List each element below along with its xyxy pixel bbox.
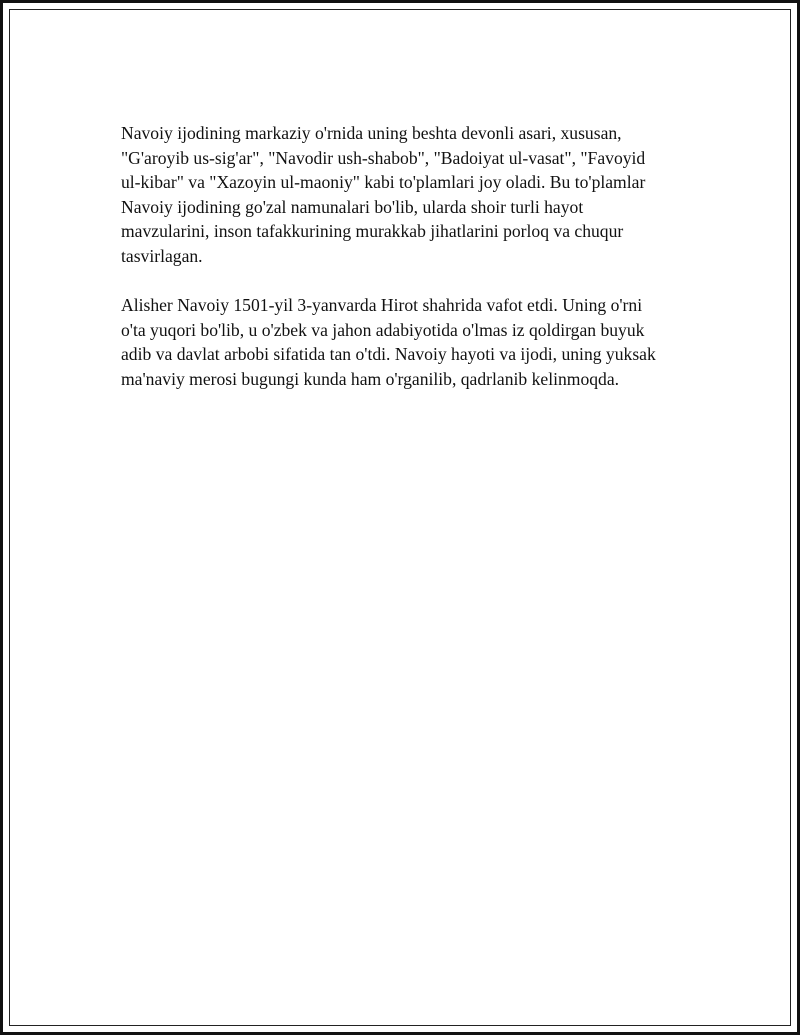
paragraph-navoiy-death: Alisher Navoiy 1501-yil 3-yanvarda Hirot shahrida vafot etdi. Uning o'rni o'ta yuqori bo'lib, u o'zbek va jahon adabiyotida o'lmas iz qoldirgan buyuk adib va davlat arbobi sifatida tan o'tdi. Navoiy hayoti va ijodi, uning yuksak ma'naviy merosi bugungi kunda ham o'rganilib, qadrlanib kelinmoqda. — [121, 295, 656, 389]
paragraph-navoiy-works: Navoiy ijodining markaziy o'rnida uning beshta devonli asari, xususan, "G'aroyib us-sig'ar", "Navodir ush-shabob", "Badoiyat ul-vasat", "Favoyid ul-kibar" va "Xazoyin ul-maoniy" kabi to'plamlari joy oladi. Bu to'plamlar Navoiy ijodining go'zal namunalari bo'lib, ularda shoir turli hayot mavzularini, inson tafakkurining murakkab jihatlarini porloq va chuqur tasvirlagan. — [121, 123, 646, 266]
document-body — [121, 121, 701, 416]
